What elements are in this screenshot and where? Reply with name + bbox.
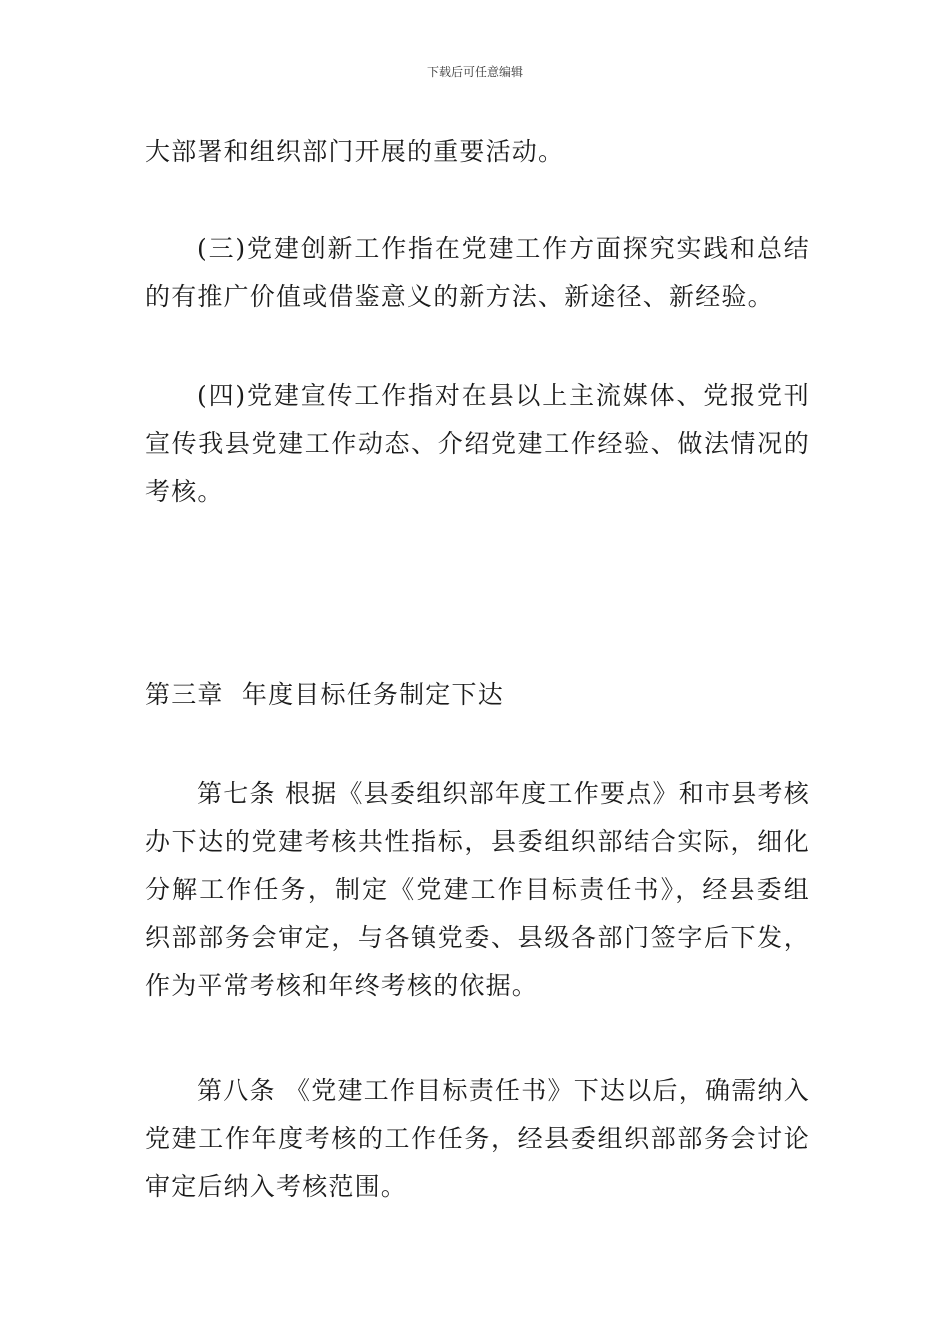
article-8-paragraph: 第八条 《党建工作目标责任书》下达以后，确需纳入党建工作年度考核的工作任务，经县委组织部部务会讨论审定后纳入考核范围。 (145, 1076, 810, 1201)
chapter-heading: 第三章 年度目标任务制定下达 (145, 680, 504, 709)
article-7-paragraph: 第七条 根据《县委组织部年度工作要点》和市县考核办下达的党建考核共性指标，县委组织部结合实际，细化分解工作任务，制定《党建工作目标责任书》，经县委组织部部务会审定，与各镇党委、县级各部门签字后下发，作为平常考核和年终考核的依据。 (145, 779, 810, 1000)
paragraph-continuation: 大部署和组织部门开展的重要活动。 (145, 137, 565, 166)
paragraph-item-4: (四)党建宣传工作指对在县以上主流媒体、党报党刊宣传我县党建工作动态、介绍党建工作经验、做法情况的考核。 (145, 381, 810, 506)
page-header-note: 下载后可任意编辑 (426, 65, 523, 79)
paragraph-item-3: (三)党建创新工作指在党建工作方面探究实践和总结的有推广价值或借鉴意义的新方法、新途径、新经验。 (145, 234, 810, 311)
